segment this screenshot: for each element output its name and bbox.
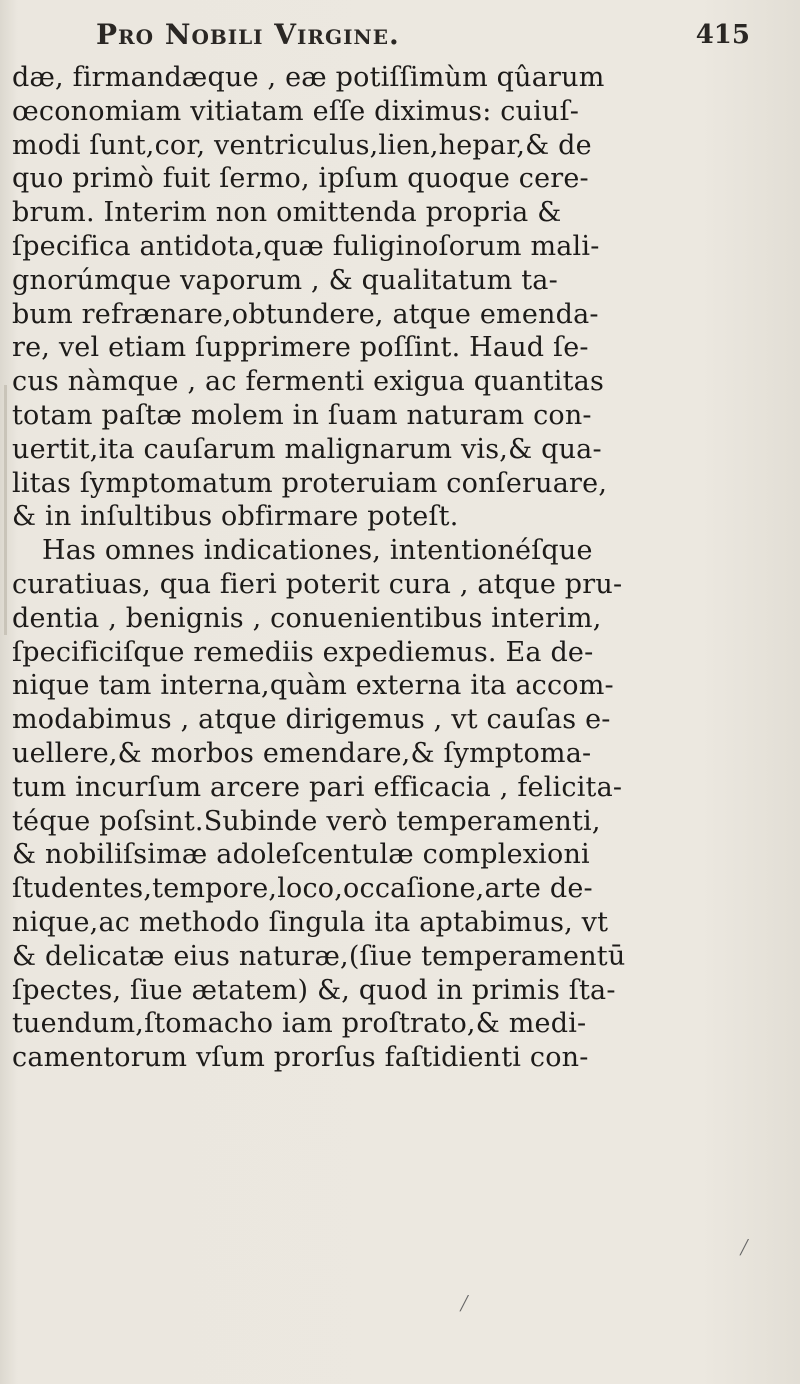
- page-header: [96, 10, 796, 62]
- text-line: gnorúmque vaporum , & qualitatum ta-: [12, 264, 558, 296]
- text-line: cus nàmque , ac fermenti exigua quantitas: [12, 366, 604, 398]
- text-line: tum incurſum arcere pari efficacia , felicita-: [12, 771, 623, 803]
- text-line: ſtudentes,tempore,loco,occaſione,arte de-: [12, 873, 593, 905]
- text-line: & in inſultibus obfirmare poteſt.: [12, 501, 459, 533]
- text-line: curatiuas, qua fieri poterit cura , atque pru-: [12, 568, 623, 600]
- text-line: ſpectes, ſiue ætatem) &, quod in primis ſta-: [12, 974, 616, 1006]
- text-line: ſpecifica antidota,quæ fuliginoſorum mali-: [12, 230, 600, 262]
- text-line: & nobiliſsimæ adoleſcentulæ complexioni: [12, 839, 590, 871]
- text-line: brum. Interim non omittenda propria &: [12, 197, 562, 229]
- text-line: re, vel etiam ſupprimere poſſint. Haud ſe-: [12, 332, 589, 364]
- paragraph-start-line: Has omnes indicationes, intentionéſque: [42, 535, 593, 567]
- text-line: totam paſtæ molem in ſuam naturam con-: [12, 399, 592, 431]
- text-line: quo primò fuit ſermo, ipſum quoque cere-: [12, 163, 589, 195]
- text-line: uertit,ita cauſarum malignarum vis,& qua-: [12, 433, 602, 465]
- text-line: nique,ac methodo ſingula ita aptabimus, vt: [12, 906, 609, 938]
- text-line: modabimus , atque dirigemus , vt cauſas e-: [12, 704, 611, 736]
- text-line: litas ſymptomatum proteruiam conſeruare,: [12, 467, 608, 499]
- text-line: bum refrænare,obtundere, atque emenda-: [12, 298, 599, 330]
- text-line: modi ſunt,cor, ventriculus,lien,hepar,& de: [12, 129, 592, 161]
- text-line: dentia , benignis , conuenientibus interim,: [12, 602, 602, 634]
- running-head: Pro Nobili Virgine.: [96, 18, 400, 51]
- text-line: tuendum,ſtomacho iam proſtrato,& medi-: [12, 1008, 587, 1040]
- page-number: 415: [695, 20, 750, 50]
- text-line: téque poſsint.Subinde verò temperamenti,: [12, 805, 601, 837]
- stray-mark: ╱: [460, 1296, 469, 1312]
- text-line: camentorum vſum prorſus faſtidienti con-: [12, 1042, 589, 1074]
- gutter-shadow: [4, 385, 7, 635]
- text-line: ſpecificiſque remediis expediemus. Ea de-: [12, 636, 594, 668]
- body-text: [12, 61, 784, 1075]
- text-line: nique tam interna,quàm externa ita accom-: [12, 670, 614, 702]
- text-line: dæ, firmandæque , eæ potiſſimùm qûarum: [12, 62, 605, 93]
- text-line: œconomiam vitiatam eſſe diximus: cuiuſ-: [12, 95, 580, 127]
- text-line: uellere,& morbos emendare,& ſymptoma-: [12, 737, 592, 769]
- text-line: & delicatæ eius naturæ,(ſiue temperamentū: [12, 940, 626, 972]
- stray-mark: ╱: [740, 1240, 749, 1256]
